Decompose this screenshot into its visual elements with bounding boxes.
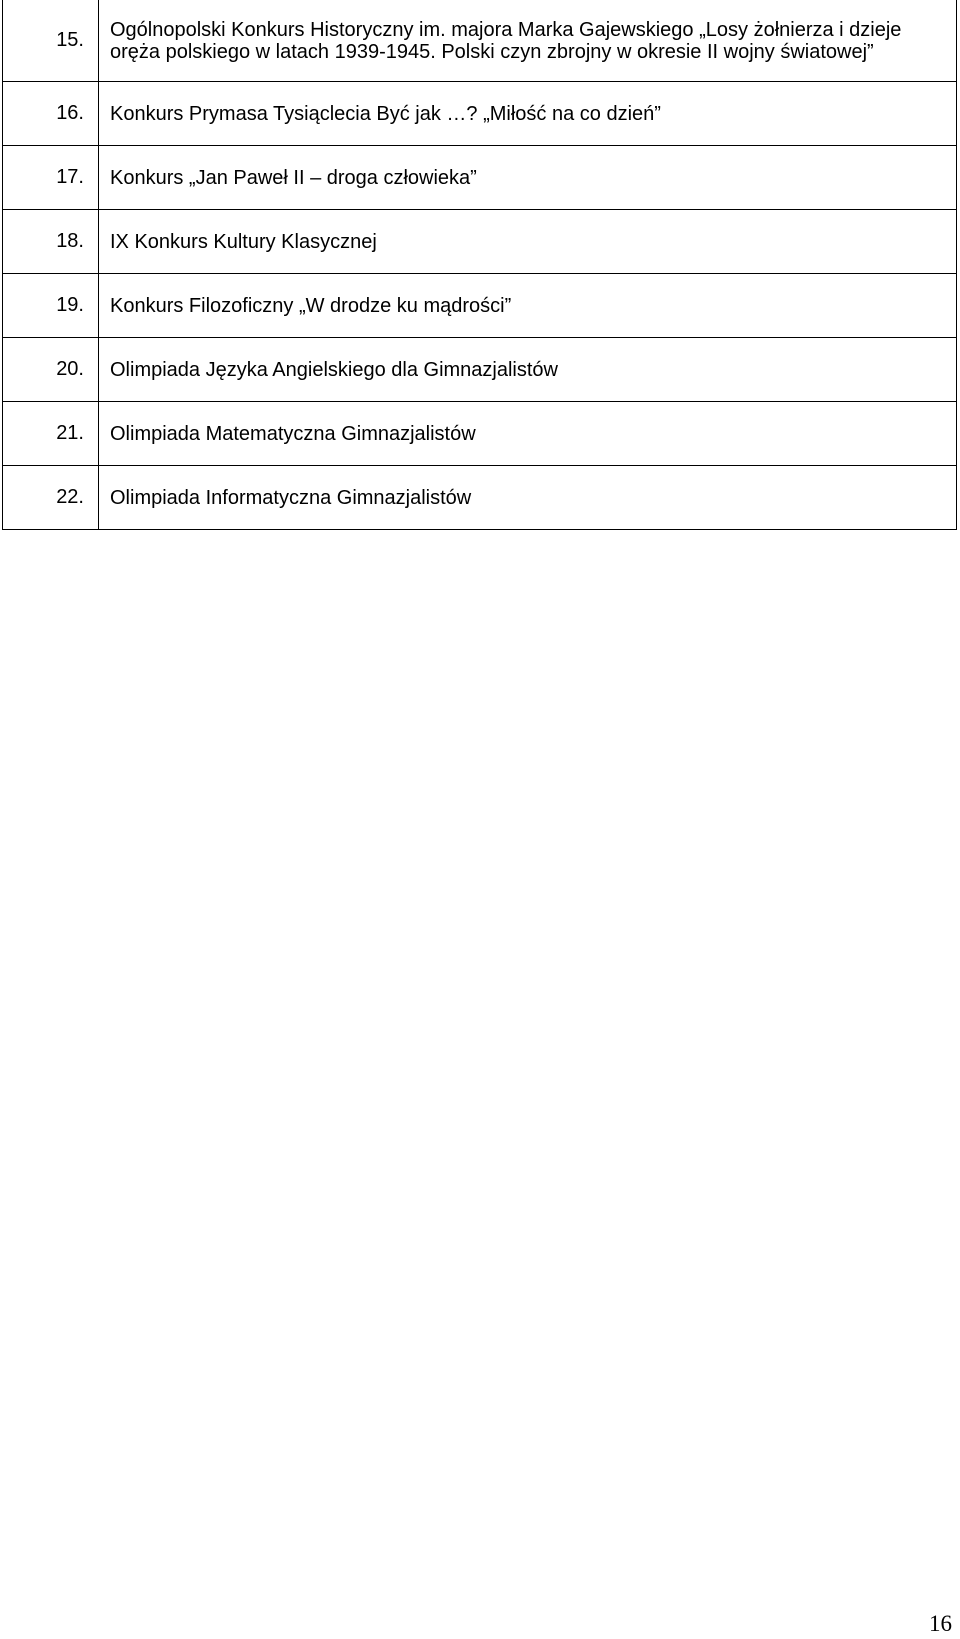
- table-row: [3, 466, 957, 530]
- competition-name: Olimpiada Języka Angielskiego dla Gimnazjalistów: [99, 338, 957, 402]
- competition-name: Konkurs Filozoficzny „W drodze ku mądrości”: [99, 274, 957, 338]
- table-row: [3, 338, 957, 402]
- row-number: 21.: [3, 402, 99, 466]
- row-number: 19.: [3, 274, 99, 338]
- competition-name: Konkurs Prymasa Tysiąclecia Być jak …? „Miłość na co dzień”: [99, 82, 957, 146]
- competition-name: IX Konkurs Kultury Klasycznej: [99, 210, 957, 274]
- table-row: [3, 402, 957, 466]
- row-number: 15.: [3, 0, 99, 82]
- page-number: 16: [929, 1611, 952, 1636]
- table-row: [3, 0, 957, 82]
- row-number: 17.: [3, 146, 99, 210]
- row-number: 22.: [3, 466, 99, 530]
- competition-name: Konkurs „Jan Paweł II – droga człowieka”: [99, 146, 957, 210]
- row-number: 20.: [3, 338, 99, 402]
- table-row: [3, 210, 957, 274]
- competitions-table: [2, 0, 957, 530]
- row-number: 16.: [3, 82, 99, 146]
- table-row: [3, 274, 957, 338]
- row-number: 18.: [3, 210, 99, 274]
- competition-name: Ogólnopolski Konkurs Historyczny im. majora Marka Gajewskiego „Losy żołnierza i dzieje oręża polskiego w latach 1939-1945. Polski czyn zbrojny w okresie II wojny światowej”: [99, 0, 957, 82]
- table-row: [3, 82, 957, 146]
- competition-name: Olimpiada Informatyczna Gimnazjalistów: [99, 466, 957, 530]
- table-row: [3, 146, 957, 210]
- competition-name: Olimpiada Matematyczna Gimnazjalistów: [99, 402, 957, 466]
